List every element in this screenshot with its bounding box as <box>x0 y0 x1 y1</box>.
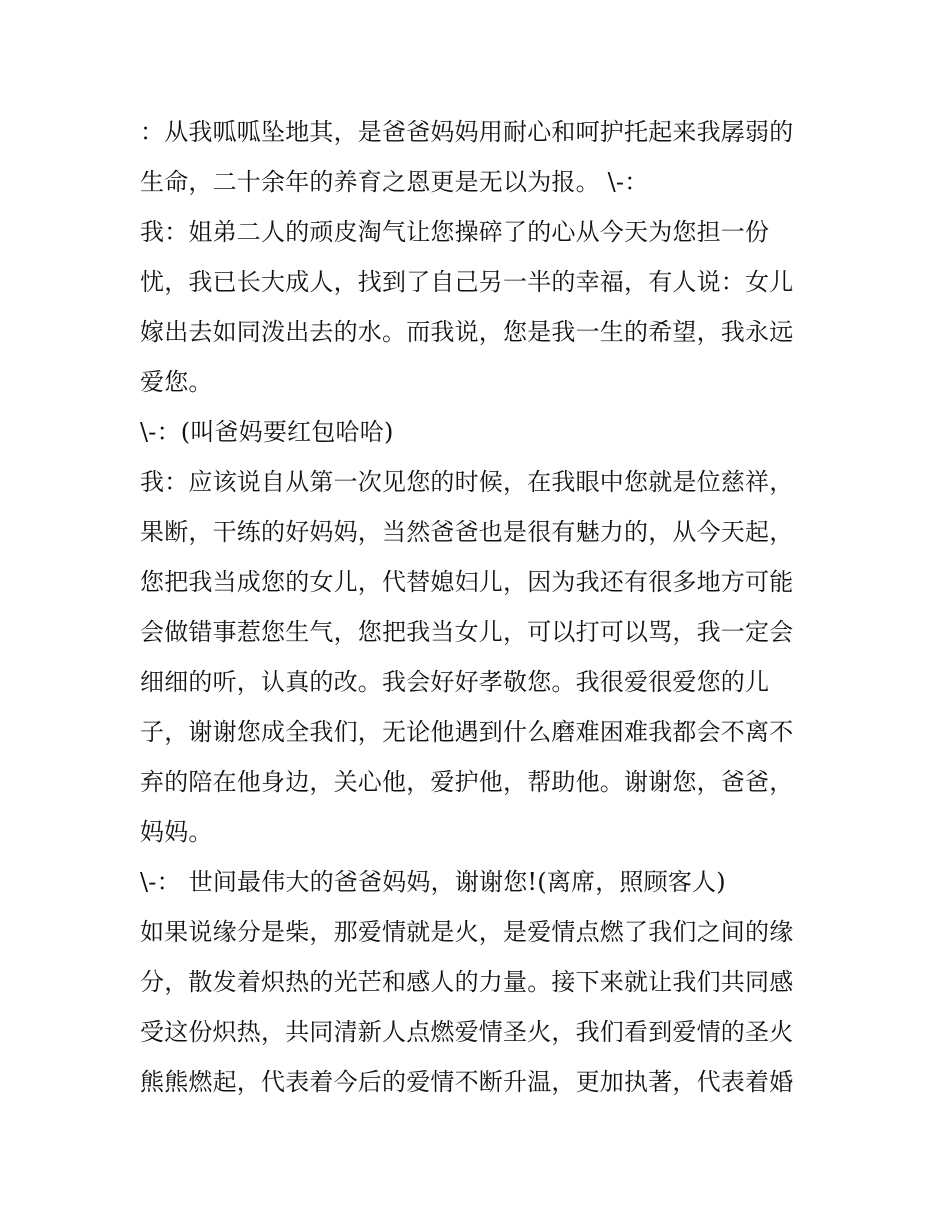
text-line: 受这份炽热，共同清新人点燃爱情圣火，我们看到爱情的圣火 <box>140 1018 794 1046</box>
text-line: 细细的听，认真的改。我会好好孝敬您。我很爱很爱您的儿 <box>140 668 770 696</box>
text-line: 子，谢谢您成全我们，无论他遇到什么磨难困难我都会不离不 <box>140 718 794 746</box>
text-line: 会做错事惹您生气，您把我当女儿，可以打可以骂，我一定会 <box>140 618 794 646</box>
text-line: 分，散发着炽热的光芒和感人的力量。接下来就让我们共同感 <box>140 968 794 996</box>
text-line: ：从我呱呱坠地其，是爸爸妈妈用耐心和呵护托起来我孱弱的 <box>140 118 794 146</box>
text-line: 嫁出去如同泼出去的水。而我说，您是我一生的希望，我永远 <box>140 318 794 346</box>
text-line: 如果说缘分是柴，那爱情就是火，是爱情点燃了我们之间的缘 <box>140 918 794 946</box>
text-line: 妈妈。 <box>140 818 213 846</box>
text-line: 生命，二十余年的养育之恩更是无以为报。 \-： <box>140 168 649 196</box>
text-line: 您把我当成您的女儿，代替媳妇儿，因为我还有很多地方可能 <box>140 568 794 596</box>
text-line: 熊熊燃起，代表着今后的爱情不断升温，更加执著，代表着婚 <box>140 1068 794 1096</box>
text-line: 忧，我已长大成人，找到了自己另一半的幸福，有人说：女儿 <box>140 268 794 296</box>
text-line: 爱您。 <box>140 368 213 396</box>
text-line: 果断，干练的好妈妈，当然爸爸也是很有魅力的，从今天起， <box>140 518 794 546</box>
text-line: \-： 世间最伟大的爸爸妈妈，谢谢您!(离席，照顾客人) <box>140 868 726 896</box>
text-line: 弃的陪在他身边，关心他，爱护他，帮助他。谢谢您，爸爸， <box>140 768 794 796</box>
text-line: 我：应该说自从第一次见您的时候，在我眼中您就是位慈祥， <box>140 468 794 496</box>
document-body <box>140 107 820 1107</box>
text-line: 我：姐弟二人的顽皮淘气让您操碎了的心从今天为您担一份 <box>140 218 770 246</box>
text-line: \-：(叫爸妈要红包哈哈) <box>140 418 394 446</box>
